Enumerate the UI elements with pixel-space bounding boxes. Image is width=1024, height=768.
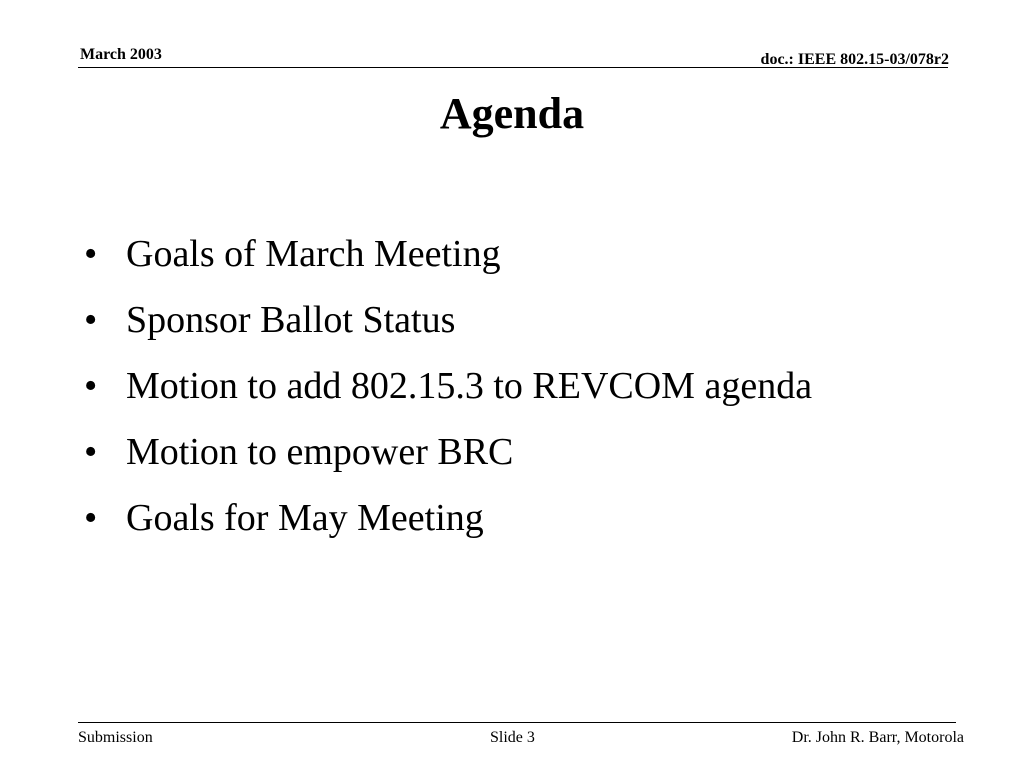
bullet-icon: • [84,497,98,539]
agenda-item [84,228,884,280]
agenda-item [84,426,884,478]
bullet-icon: • [84,431,98,473]
header-doc-id: doc.: IEEE 802.15-03/078r2 [760,51,949,68]
header-date: March 2003 [80,46,162,63]
agenda-item-text: Goals of March Meeting [126,233,501,275]
slide-title: Agenda [439,89,585,138]
footer-divider [78,722,956,723]
bullet-icon: • [84,365,98,407]
agenda-item [84,360,884,412]
footer-slide-number: Slide 3 [490,729,535,746]
header-divider [78,67,948,68]
footer-author: Dr. John R. Barr, Motorola [791,729,964,746]
bullet-icon: • [84,299,98,341]
agenda-item-text: Motion to empower BRC [126,431,514,473]
agenda-item [84,294,884,346]
agenda-item [84,492,884,544]
agenda-item-text: Motion to add 802.15.3 to REVCOM agenda [126,365,813,407]
bullet-icon: • [84,233,98,275]
agenda-item-text: Goals for May Meeting [126,497,484,539]
agenda-list [84,228,884,558]
footer-submission: Submission [78,729,153,746]
agenda-item-text: Sponsor Ballot Status [126,299,456,341]
